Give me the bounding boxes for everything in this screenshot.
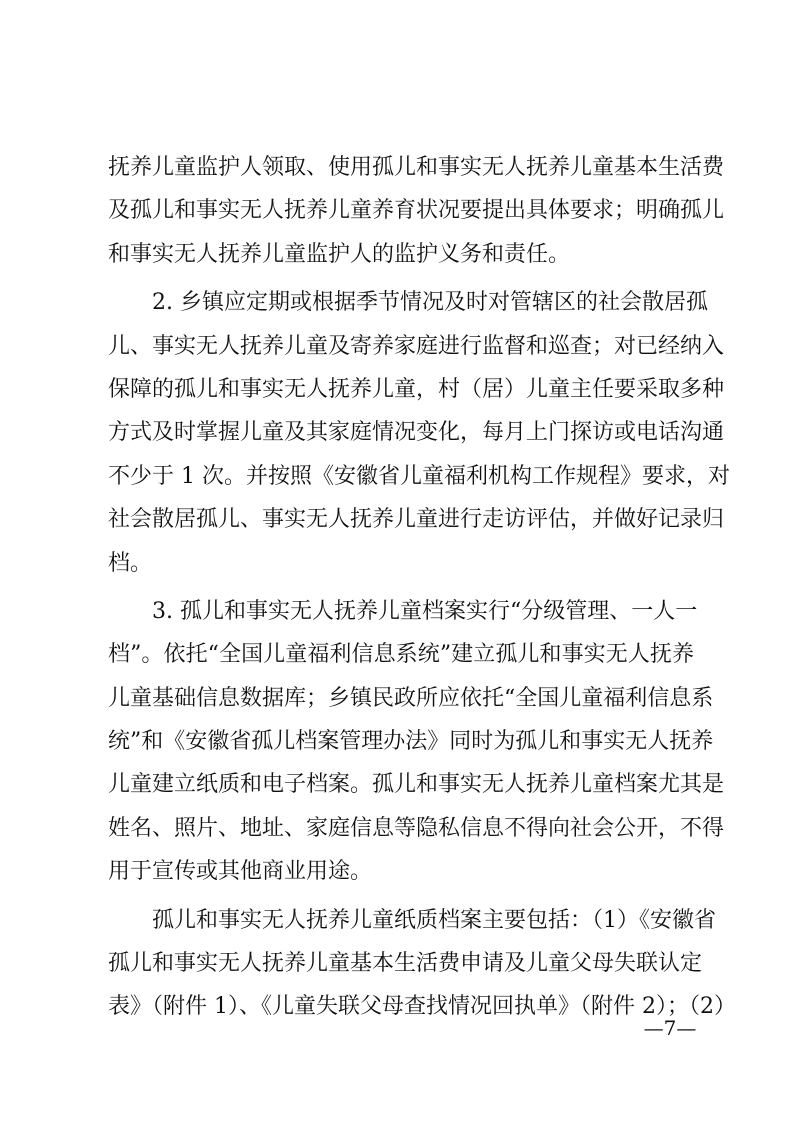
text-line: 孤儿和事实无人抚养儿童纸质档案主要包括：（1）《安徽省 (152, 907, 716, 933)
text-line: 儿童基础信息数据库；乡镇民政所应依托“全国儿童福利信息系 (108, 685, 714, 711)
text-line: 方式及时掌握儿童及其家庭情况变化，每月上门探访或电话沟通 (108, 420, 725, 446)
text-line: 不少于 1 次。并按照《安徽省儿童福利机构工作规程》要求，对 (108, 463, 730, 489)
text-line: 表》（附件 1）、《儿童失联父母查找情况回执单》（附件 2）；（2） (108, 994, 736, 1020)
text-line: 孤儿和事实无人抚养儿童基本生活费申请及儿童父母失联认定 (108, 951, 703, 977)
text-line: 2. 乡镇应定期或根据季节情况及时对管辖区的社会散居孤 (152, 290, 708, 316)
paragraph-3 (108, 590, 725, 894)
text-line: 档”。依托“全国儿童福利信息系统”建立孤儿和事实无人抚养 (108, 642, 694, 668)
paragraph-2 (108, 281, 730, 585)
text-line: 社会散居孤儿、事实无人抚养儿童进行走访评估，并做好记录归 (108, 507, 725, 533)
page-number: —7— (643, 1016, 697, 1040)
text-line: 及孤儿和事实无人抚养儿童养育状况要提出具体要求；明确孤儿 (108, 198, 725, 224)
text-line: 儿、事实无人抚养儿童及寄养家庭进行监督和巡查；对已经纳入 (108, 333, 725, 359)
text-line: 保障的孤儿和事实无人抚养儿童，村（居）儿童主任要采取多种 (108, 376, 725, 402)
text-line: 姓名、照片、地址、家庭信息等隐私信息不得向社会公开，不得 (108, 815, 725, 841)
text-line: 儿童建立纸质和电子档案。孤儿和事实无人抚养儿童档案尤其是 (108, 772, 725, 798)
text-line: 抚养儿童监护人领取、使用孤儿和事实无人抚养儿童基本生活费 (108, 155, 725, 180)
text-line: 3. 孤儿和事实无人抚养儿童档案实行“分级管理、一人一 (152, 598, 698, 624)
paragraph-4 (108, 899, 736, 1029)
text-line: 档。 (108, 550, 153, 576)
text-line: 和事实无人抚养儿童监护人的监护义务和责任。 (108, 241, 571, 267)
paragraph-1 (108, 146, 725, 276)
text-line: 用于宣传或其他商业用途。 (108, 859, 373, 885)
text-line: 统”和《安徽省孤儿档案管理办法》同时为孤儿和事实无人抚养 (108, 729, 714, 755)
document-body (108, 146, 736, 1029)
